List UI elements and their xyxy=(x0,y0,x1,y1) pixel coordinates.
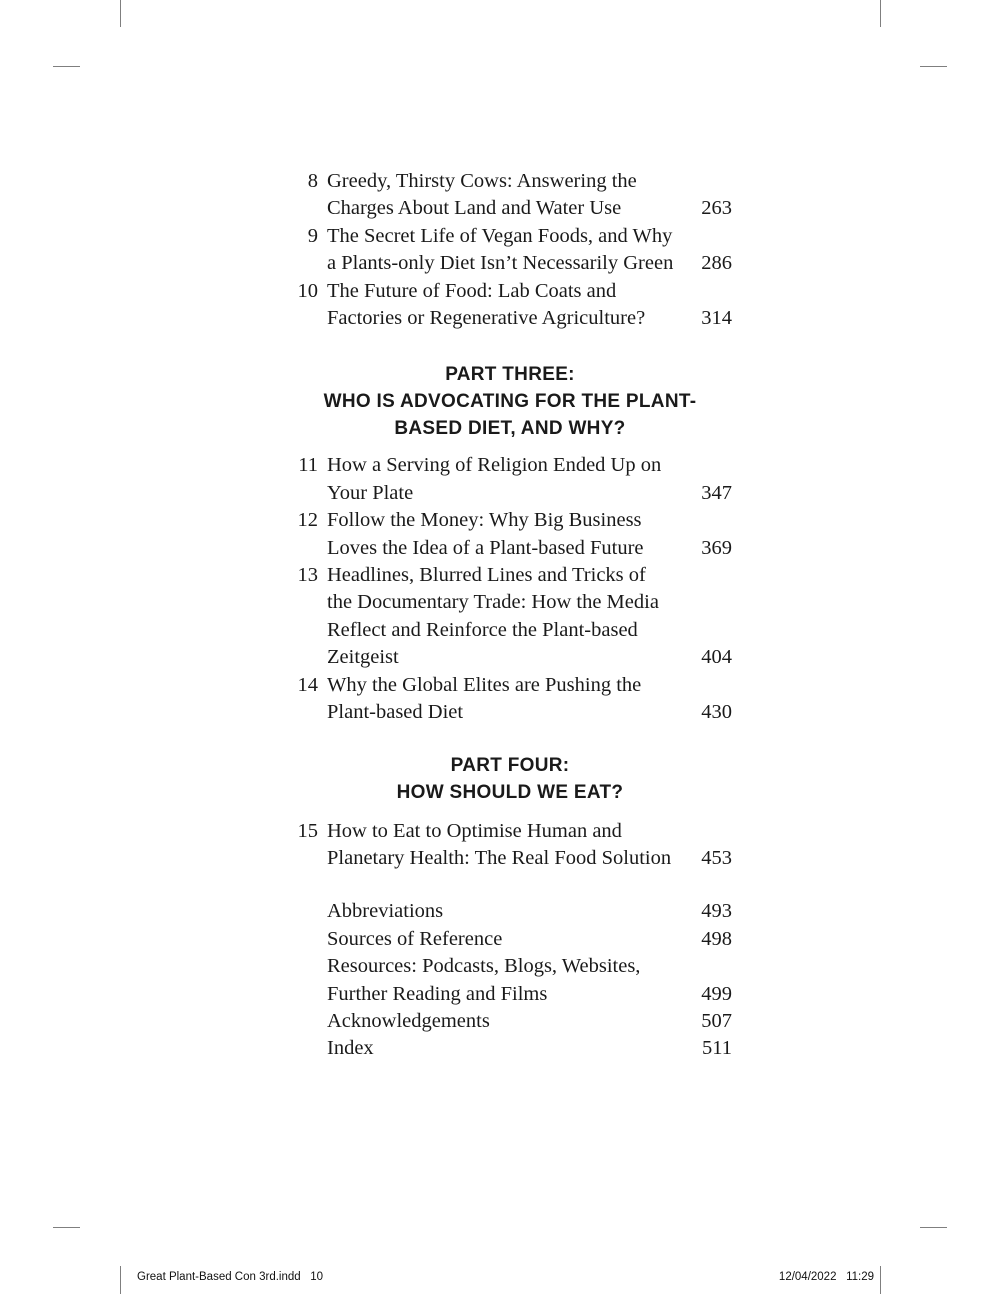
entry-title-line: Follow the Money: Why Big Business xyxy=(327,509,642,532)
page-number: 499 xyxy=(701,982,732,1005)
page-number: 507 xyxy=(701,1009,732,1032)
entry-title-line: Further Reading and Films xyxy=(327,982,548,1005)
chapter-number xyxy=(288,250,318,277)
entry-title-line: Headlines, Blurred Lines and Tricks of xyxy=(327,564,646,587)
part-three-heading xyxy=(288,361,732,442)
crop-mark-bottom-right-vertical xyxy=(880,1266,881,1294)
chapter-number xyxy=(288,953,318,980)
toc-entry-line xyxy=(288,223,732,250)
toc-entry-line xyxy=(288,1035,732,1062)
toc-entry-line xyxy=(288,535,732,562)
part-heading-line: BASED DIET, AND WHY? xyxy=(394,418,626,440)
entry-title-line: Charges About Land and Water Use xyxy=(327,197,622,220)
chapter-number xyxy=(288,480,318,507)
part-four-heading xyxy=(288,752,732,806)
entry-title-line: Loves the Idea of a Plant-based Future xyxy=(327,536,644,559)
toc-entry-line xyxy=(288,507,732,534)
toc-entry-line xyxy=(288,589,732,616)
page-number: 493 xyxy=(701,900,732,923)
toc-entry-line xyxy=(288,168,732,195)
page-number: 286 xyxy=(701,252,732,275)
page-number xyxy=(696,168,732,195)
page-number xyxy=(696,507,732,534)
page-number: 404 xyxy=(701,646,732,669)
toc-section-backmatter xyxy=(288,898,732,1062)
table-of-contents xyxy=(288,168,732,1063)
slug-timestamp: 12/04/2022 11:29 xyxy=(778,1271,874,1283)
crop-mark-top-left-horizontal xyxy=(53,66,80,67)
entry-title-line: How a Serving of Religion Ended Up on xyxy=(327,454,662,477)
toc-entry-line xyxy=(288,452,732,479)
page-number xyxy=(696,278,732,305)
page-number xyxy=(696,589,732,616)
page-number: 498 xyxy=(701,927,732,950)
chapter-number: 10 xyxy=(297,279,318,302)
page-number xyxy=(696,818,732,845)
chapter-number: 11 xyxy=(298,454,318,477)
chapter-number xyxy=(288,617,318,644)
chapter-number: 14 xyxy=(297,673,318,696)
crop-mark-bottom-left-vertical xyxy=(120,1266,121,1294)
crop-mark-top-right-horizontal xyxy=(920,66,947,67)
toc-section-chapter-15 xyxy=(288,818,732,873)
chapter-number: 13 xyxy=(297,564,318,587)
toc-entry-line xyxy=(288,981,732,1008)
chapter-number: 8 xyxy=(307,170,318,192)
entry-title-line: Acknowledgements xyxy=(327,1009,490,1032)
slug-filename: Great Plant-Based Con 3rd.indd 10 xyxy=(137,1271,324,1283)
part-heading-line: WHO IS ADVOCATING FOR THE PLANT- xyxy=(323,391,697,413)
toc-section-chapters-8-10 xyxy=(288,168,732,332)
entry-title-line: The Secret Life of Vegan Foods, and Why xyxy=(327,224,673,247)
entry-title-line: Factories or Regenerative Agriculture? xyxy=(327,307,646,330)
chapter-number xyxy=(288,1035,318,1062)
toc-entry-line xyxy=(288,617,732,644)
print-slug-footer xyxy=(137,1271,874,1283)
chapter-number xyxy=(288,305,318,332)
toc-entry-line xyxy=(288,845,732,872)
entry-title-line: Why the Global Elites are Pushing the xyxy=(327,673,642,696)
entry-title-line: Index xyxy=(327,1037,374,1060)
entry-title-line: Planetary Health: The Real Food Solution xyxy=(327,846,672,869)
page-number: 453 xyxy=(701,846,732,869)
page-number: 369 xyxy=(701,536,732,559)
page-number: 430 xyxy=(701,701,732,724)
crop-mark-bottom-right-horizontal xyxy=(920,1227,947,1228)
chapter-number: 9 xyxy=(307,224,318,247)
entry-title-line: Abbreviations xyxy=(327,900,444,923)
page-number xyxy=(696,672,732,699)
entry-title-line: Resources: Podcasts, Blogs, Websites, xyxy=(327,955,641,978)
entry-title-line: Reflect and Reinforce the Plant-based xyxy=(327,618,638,641)
entry-title-line: a Plants-only Diet Isn’t Necessarily Green xyxy=(327,252,674,275)
chapter-number: 15 xyxy=(297,819,318,842)
chapter-number xyxy=(288,1008,318,1035)
toc-entry-line xyxy=(288,195,732,222)
entry-title-line: The Future of Food: Lab Coats and xyxy=(327,279,617,302)
chapter-number xyxy=(288,845,318,872)
toc-entry-line xyxy=(288,818,732,845)
entry-title-line: Your Plate xyxy=(327,481,414,504)
part-heading-line: PART THREE: xyxy=(445,364,575,386)
page-number xyxy=(696,452,732,479)
toc-entry-line xyxy=(288,562,732,589)
page-number: 511 xyxy=(702,1037,732,1060)
page-number: 314 xyxy=(701,307,732,330)
page-number xyxy=(696,953,732,980)
page-number xyxy=(696,562,732,589)
toc-entry-line xyxy=(288,250,732,277)
toc-entry-line xyxy=(288,953,732,980)
entry-title-line: the Documentary Trade: How the Media xyxy=(327,591,659,614)
chapter-number xyxy=(288,644,318,671)
toc-entry-line xyxy=(288,1008,732,1035)
chapter-number xyxy=(288,589,318,616)
toc-entry-line xyxy=(288,278,732,305)
entry-title-line: Plant-based Diet xyxy=(327,701,464,724)
entry-title-line: Greedy, Thirsty Cows: Answering the xyxy=(327,170,637,192)
toc-entry-line xyxy=(288,672,732,699)
crop-mark-top-left-vertical xyxy=(120,0,121,27)
chapter-number xyxy=(288,699,318,726)
toc-entry-line xyxy=(288,898,732,925)
page-number: 263 xyxy=(701,197,732,220)
chapter-number xyxy=(288,926,318,953)
part-heading-line: HOW SHOULD WE EAT? xyxy=(396,781,624,803)
chapter-number: 12 xyxy=(297,509,318,532)
crop-mark-top-right-vertical xyxy=(880,0,881,27)
crop-mark-bottom-left-horizontal xyxy=(53,1227,80,1228)
page-number: 347 xyxy=(701,481,732,504)
toc-entry-line xyxy=(288,644,732,671)
toc-entry-line xyxy=(288,699,732,726)
entry-title-line: Sources of Reference xyxy=(327,927,503,950)
page-number xyxy=(696,223,732,250)
entry-title-line: Zeitgeist xyxy=(327,646,399,669)
page-number xyxy=(696,617,732,644)
part-heading-line: PART FOUR: xyxy=(450,754,570,776)
chapter-number xyxy=(288,535,318,562)
toc-section-chapters-11-14 xyxy=(288,452,732,726)
toc-entry-line xyxy=(288,480,732,507)
chapter-number xyxy=(288,981,318,1008)
entry-title-line: How to Eat to Optimise Human and xyxy=(327,819,622,842)
chapter-number xyxy=(288,898,318,925)
toc-entry-line xyxy=(288,305,732,332)
toc-entry-line xyxy=(288,926,732,953)
chapter-number xyxy=(288,195,318,222)
